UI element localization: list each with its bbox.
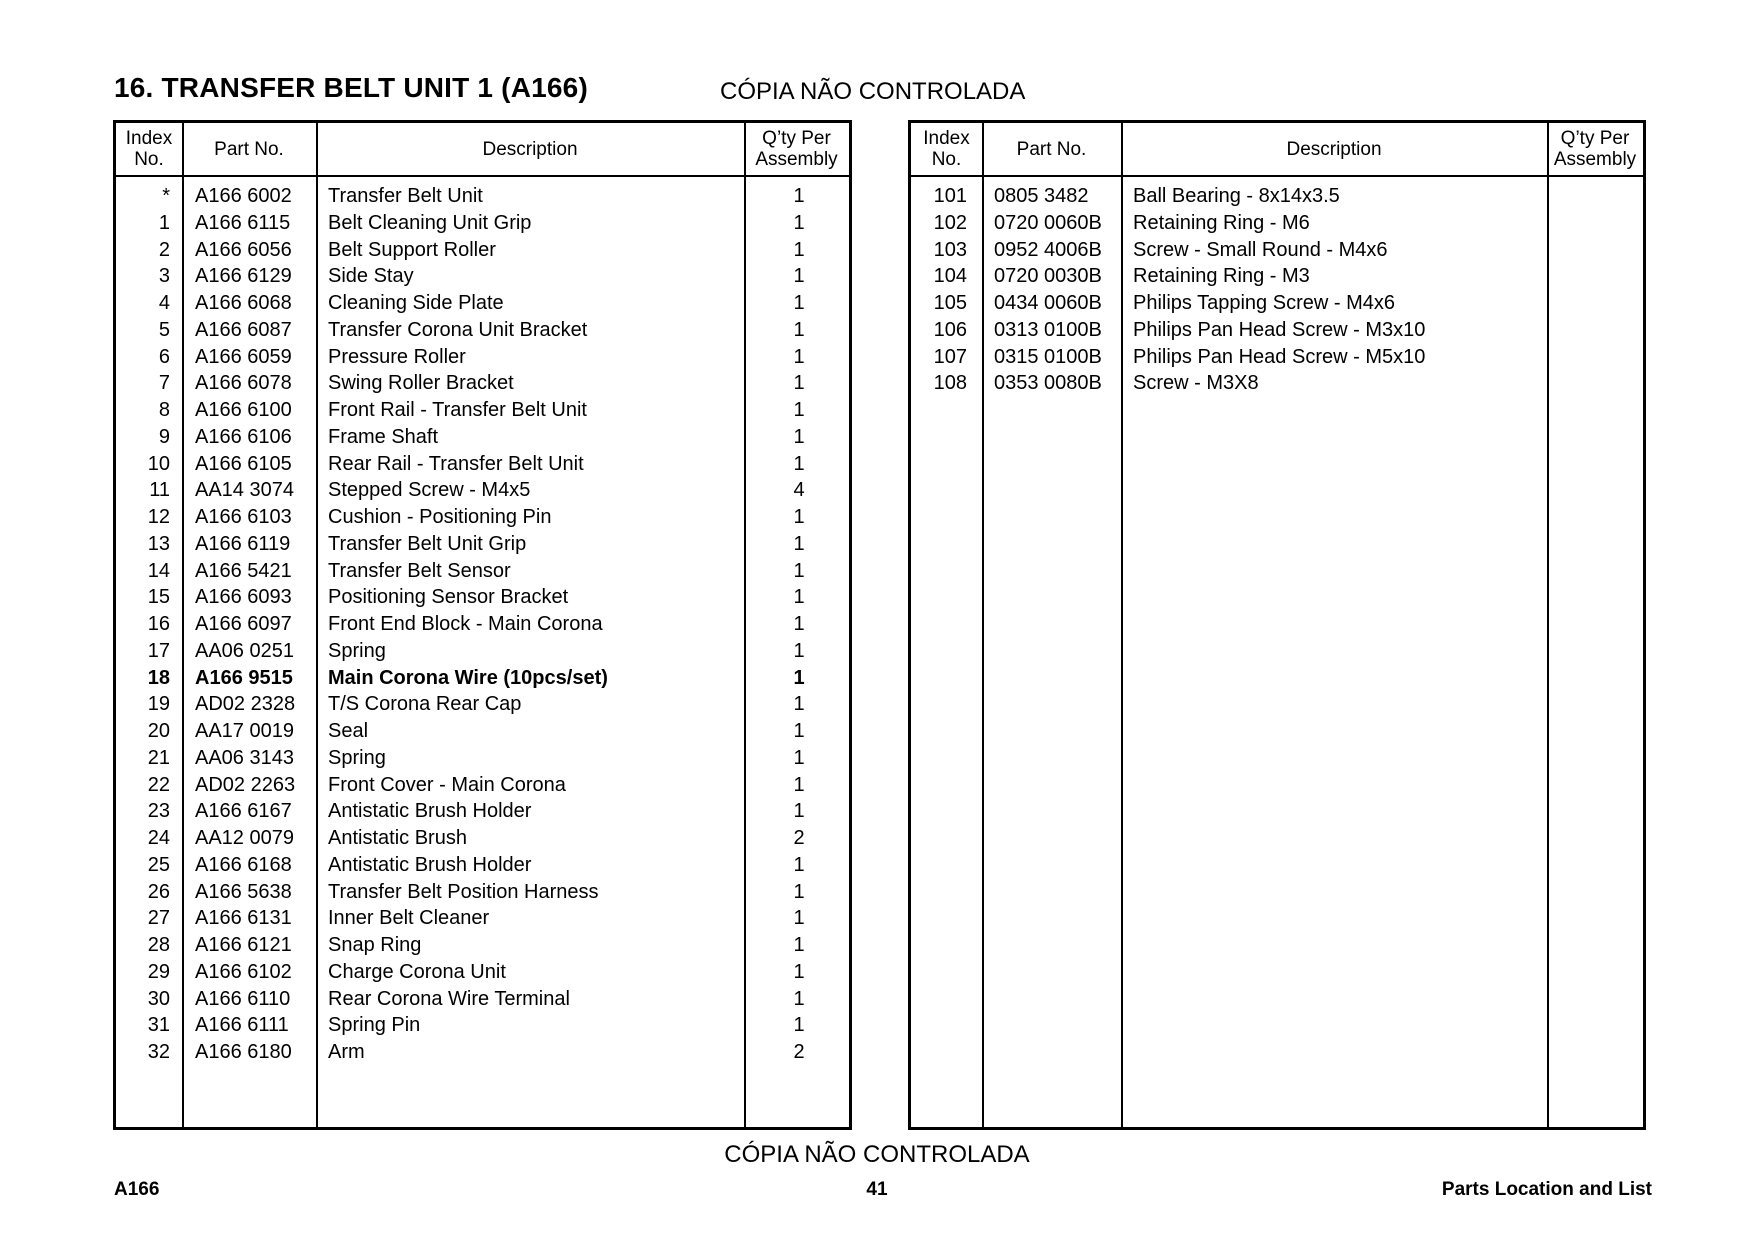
description-cell: Belt Support Roller (328, 238, 496, 261)
part-no-cell: AD02 2263 (195, 773, 296, 796)
part-no-cell: 0952 4006B (994, 238, 1102, 261)
qty-cell: 1 (793, 934, 805, 956)
part-no-cell: A166 6068 (195, 292, 292, 314)
part-no-cell: AA17 0019 (195, 720, 294, 742)
table-row (116, 584, 849, 611)
description-cell: Transfer Belt Unit (328, 185, 483, 207)
description-cell: Inner Belt Cleaner (328, 907, 490, 930)
qty-cell: 1 (793, 452, 805, 475)
part-no-cell: A166 6110 (195, 987, 291, 1010)
header-part-no: Part No. (214, 138, 284, 160)
index-cell: 12 (147, 506, 170, 528)
description-cell: Ball Bearing - 8x14x3.5 (1133, 185, 1340, 207)
description-cell: Retaining Ring - M3 (1133, 265, 1310, 288)
table-row (116, 772, 849, 799)
header-qty: Q’ty Per Assembly (755, 128, 838, 170)
part-no-cell: 0315 0100B (994, 345, 1102, 368)
header-description: Description (482, 138, 578, 160)
index-cell: 31 (147, 1014, 170, 1037)
index-cell: 3 (158, 265, 170, 288)
index-cell: 32 (147, 1041, 170, 1063)
part-no-cell: A166 6167 (195, 800, 292, 823)
index-cell: 1 (158, 211, 170, 234)
index-cell: 23 (147, 800, 170, 823)
index-cell: 104 (933, 265, 967, 288)
page-title: 16. TRANSFER BELT UNIT 1 (A166) (114, 72, 588, 103)
table-row (116, 638, 849, 665)
table-row (911, 183, 1643, 210)
index-cell: 21 (147, 746, 170, 769)
table-row (911, 370, 1643, 397)
index-cell: 10 (147, 452, 170, 475)
index-cell: 11 (149, 479, 170, 502)
part-no-cell: A166 6087 (195, 318, 292, 341)
part-no-cell: A166 6119 (195, 532, 291, 555)
part-no-cell: AA06 0251 (195, 639, 294, 662)
description-cell: Antistatic Brush (328, 827, 467, 849)
index-cell: * (162, 185, 170, 207)
qty-cell: 1 (793, 853, 805, 876)
table-row (911, 210, 1643, 237)
table-row (116, 344, 849, 371)
index-cell: 28 (147, 934, 170, 956)
qty-cell: 1 (793, 318, 805, 341)
description-cell: Rear Rail - Transfer Belt Unit (328, 452, 584, 475)
description-cell: Frame Shaft (328, 425, 439, 448)
part-no-cell: A166 6168 (195, 853, 292, 876)
description-cell: Transfer Corona Unit Bracket (328, 318, 588, 341)
footer-page-number: 41 (866, 1179, 888, 1200)
table-row (116, 237, 849, 264)
index-cell: 29 (147, 960, 170, 983)
table-row (116, 879, 849, 906)
index-cell: 102 (933, 211, 967, 234)
table-row (116, 665, 849, 692)
part-no-cell: A166 6180 (195, 1041, 292, 1063)
header-index: Index No. (923, 128, 970, 170)
qty-cell: 1 (793, 987, 805, 1010)
qty-cell: 1 (793, 399, 805, 421)
description-cell: Belt Cleaning Unit Grip (328, 211, 532, 234)
index-cell: 13 (147, 532, 170, 555)
part-no-cell: A166 6129 (195, 265, 292, 288)
index-cell: 17 (147, 639, 170, 662)
description-cell: Front Rail - Transfer Belt Unit (328, 399, 587, 421)
qty-cell: 4 (793, 479, 805, 502)
description-cell: Main Corona Wire (10pcs/set) (328, 666, 608, 689)
header-qty: Q’ty Per Assembly (1553, 128, 1637, 170)
qty-cell: 1 (793, 586, 805, 609)
table-row (116, 718, 849, 745)
qty-cell: 1 (793, 907, 805, 930)
description-cell: Spring (328, 746, 386, 769)
index-cell: 19 (147, 693, 170, 716)
qty-cell: 1 (793, 211, 805, 234)
parts-table-right (908, 120, 1646, 1130)
index-cell: 107 (933, 345, 967, 368)
parts-table-left (113, 120, 852, 1130)
part-no-cell: AA14 3074 (195, 479, 294, 502)
part-no-cell: A166 6103 (195, 506, 292, 528)
index-cell: 105 (933, 292, 967, 314)
part-no-cell: 0720 0030B (994, 265, 1102, 288)
table-body (116, 183, 849, 1066)
table-row (116, 317, 849, 344)
footer-model: A166 (114, 1179, 160, 1200)
table-row (116, 210, 849, 237)
description-cell: Charge Corona Unit (328, 960, 506, 983)
table-row (911, 317, 1643, 344)
qty-cell: 1 (793, 666, 805, 689)
index-cell: 108 (933, 372, 967, 395)
qty-cell: 1 (793, 265, 805, 288)
qty-cell: 1 (793, 720, 805, 742)
qty-cell: 1 (793, 1014, 805, 1037)
index-cell: 22 (147, 773, 170, 796)
qty-cell: 1 (793, 345, 805, 368)
watermark-top: CÓPIA NÃO CONTROLADA (720, 78, 1026, 105)
table-row (116, 959, 849, 986)
table-row (116, 1039, 849, 1066)
qty-cell: 1 (793, 613, 805, 635)
description-cell: Snap Ring (328, 934, 422, 956)
part-no-cell: 0353 0080B (994, 372, 1102, 395)
part-no-cell: A166 6078 (195, 372, 292, 395)
part-no-cell: A166 6002 (195, 185, 292, 207)
index-cell: 15 (147, 586, 170, 609)
header-index: Index No. (125, 128, 173, 170)
qty-cell: 1 (793, 746, 805, 769)
description-cell: Retaining Ring - M6 (1133, 211, 1310, 234)
part-no-cell: 0720 0060B (994, 211, 1102, 234)
qty-cell: 1 (793, 639, 805, 662)
description-cell: Pressure Roller (328, 345, 466, 368)
index-cell: 101 (933, 185, 967, 207)
description-cell: Philips Pan Head Screw - M5x10 (1133, 345, 1426, 368)
index-cell: 30 (147, 987, 170, 1010)
table-row (116, 1012, 849, 1039)
qty-cell: 1 (793, 800, 805, 823)
index-cell: 20 (147, 720, 170, 742)
part-no-cell: A166 6056 (195, 238, 292, 261)
table-row (116, 183, 849, 210)
description-cell: Swing Roller Bracket (328, 372, 514, 395)
description-cell: T/S Corona Rear Cap (328, 693, 522, 716)
qty-cell: 1 (793, 773, 805, 796)
part-no-cell: A166 5638 (195, 880, 292, 903)
index-cell: 103 (933, 238, 967, 261)
description-cell: Philips Tapping Screw - M4x6 (1133, 292, 1395, 314)
index-cell: 8 (158, 399, 170, 421)
table-row (116, 691, 849, 718)
part-no-cell: A166 6097 (195, 613, 292, 635)
index-cell: 9 (158, 425, 170, 448)
table-row (116, 370, 849, 397)
table-row (116, 477, 849, 504)
description-cell: Front End Block - Main Corona (328, 613, 603, 635)
table-row (116, 745, 849, 772)
qty-cell: 1 (793, 506, 805, 528)
description-cell: Antistatic Brush Holder (328, 800, 532, 823)
table-row (911, 344, 1643, 371)
description-cell: Transfer Belt Unit Grip (328, 532, 527, 555)
part-no-cell: 0313 0100B (994, 318, 1102, 341)
index-cell: 106 (933, 318, 967, 341)
description-cell: Positioning Sensor Bracket (328, 586, 569, 609)
qty-cell: 2 (793, 827, 805, 849)
index-cell: 18 (147, 666, 170, 689)
header-description: Description (1286, 138, 1382, 160)
description-cell: Spring (328, 639, 386, 662)
description-cell: Spring Pin (328, 1014, 421, 1037)
description-cell: Rear Corona Wire Terminal (328, 987, 570, 1010)
index-cell: 16 (147, 613, 170, 635)
part-no-cell: A166 6100 (195, 399, 292, 421)
index-cell: 7 (158, 372, 170, 395)
table-row (116, 986, 849, 1013)
description-cell: Side Stay (328, 265, 414, 288)
table-row (116, 451, 849, 478)
index-cell: 25 (147, 853, 170, 876)
description-cell: Seal (328, 720, 369, 742)
qty-cell: 1 (793, 425, 805, 448)
table-row (116, 397, 849, 424)
part-no-cell: A166 6111 (195, 1014, 289, 1037)
index-cell: 2 (158, 238, 170, 261)
qty-cell: 1 (793, 185, 805, 207)
part-no-cell: A166 6105 (195, 452, 292, 475)
description-cell: Stepped Screw - M4x5 (328, 479, 531, 502)
description-cell: Antistatic Brush Holder (328, 853, 532, 876)
part-no-cell: A166 9515 (195, 666, 293, 689)
table-row (116, 932, 849, 959)
qty-cell: 2 (793, 1041, 805, 1063)
part-no-cell: AA12 0079 (195, 827, 294, 849)
index-cell: 24 (147, 827, 170, 849)
index-cell: 5 (158, 318, 170, 341)
description-cell: Transfer Belt Position Harness (328, 880, 599, 903)
part-no-cell: A166 6115 (195, 211, 291, 234)
qty-cell: 1 (793, 292, 805, 314)
description-cell: Arm (328, 1041, 365, 1063)
part-no-cell: A166 6121 (195, 934, 292, 956)
index-cell: 6 (158, 345, 170, 368)
description-cell: Cleaning Side Plate (328, 292, 504, 314)
part-no-cell: AD02 2328 (195, 693, 296, 716)
table-row (116, 852, 849, 879)
table-row (116, 263, 849, 290)
table-row (116, 531, 849, 558)
description-cell: Cushion - Positioning Pin (328, 506, 552, 528)
part-no-cell: A166 6106 (195, 425, 292, 448)
watermark-bottom: CÓPIA NÃO CONTROLADA (724, 1141, 1030, 1168)
part-no-cell: A166 6059 (195, 345, 292, 368)
part-no-cell: 0805 3482 (994, 185, 1089, 207)
index-cell: 4 (158, 292, 170, 314)
part-no-cell: AA06 3143 (195, 746, 294, 769)
table-row (911, 263, 1643, 290)
table-body (911, 183, 1643, 397)
qty-cell: 1 (793, 880, 805, 903)
qty-cell: 1 (793, 372, 805, 395)
description-cell: Transfer Belt Sensor (328, 559, 511, 582)
table-row (116, 504, 849, 531)
description-cell: Screw - Small Round - M4x6 (1133, 238, 1388, 261)
table-row (911, 290, 1643, 317)
table-row (116, 424, 849, 451)
table-row (116, 825, 849, 852)
table-row (116, 798, 849, 825)
table-row (116, 290, 849, 317)
description-cell: Philips Pan Head Screw - M3x10 (1133, 318, 1426, 341)
qty-cell: 1 (793, 238, 805, 261)
part-no-cell: A166 5421 (195, 559, 292, 582)
table-row (116, 905, 849, 932)
index-cell: 27 (147, 907, 170, 930)
index-cell: 14 (147, 559, 170, 582)
header-part-no: Part No. (1016, 138, 1087, 160)
part-no-cell: 0434 0060B (994, 292, 1102, 314)
table-row (116, 611, 849, 638)
description-cell: Screw - M3X8 (1133, 372, 1259, 395)
table-row (116, 558, 849, 585)
part-no-cell: A166 6131 (195, 907, 292, 930)
qty-cell: 1 (793, 693, 805, 716)
qty-cell: 1 (793, 532, 805, 555)
table-row (911, 237, 1643, 264)
qty-cell: 1 (793, 960, 805, 983)
qty-cell: 1 (793, 559, 805, 582)
index-cell: 26 (147, 880, 170, 903)
part-no-cell: A166 6093 (195, 586, 292, 609)
part-no-cell: A166 6102 (195, 960, 292, 983)
footer-section: Parts Location and List (1441, 1179, 1652, 1200)
description-cell: Front Cover - Main Corona (328, 773, 566, 796)
